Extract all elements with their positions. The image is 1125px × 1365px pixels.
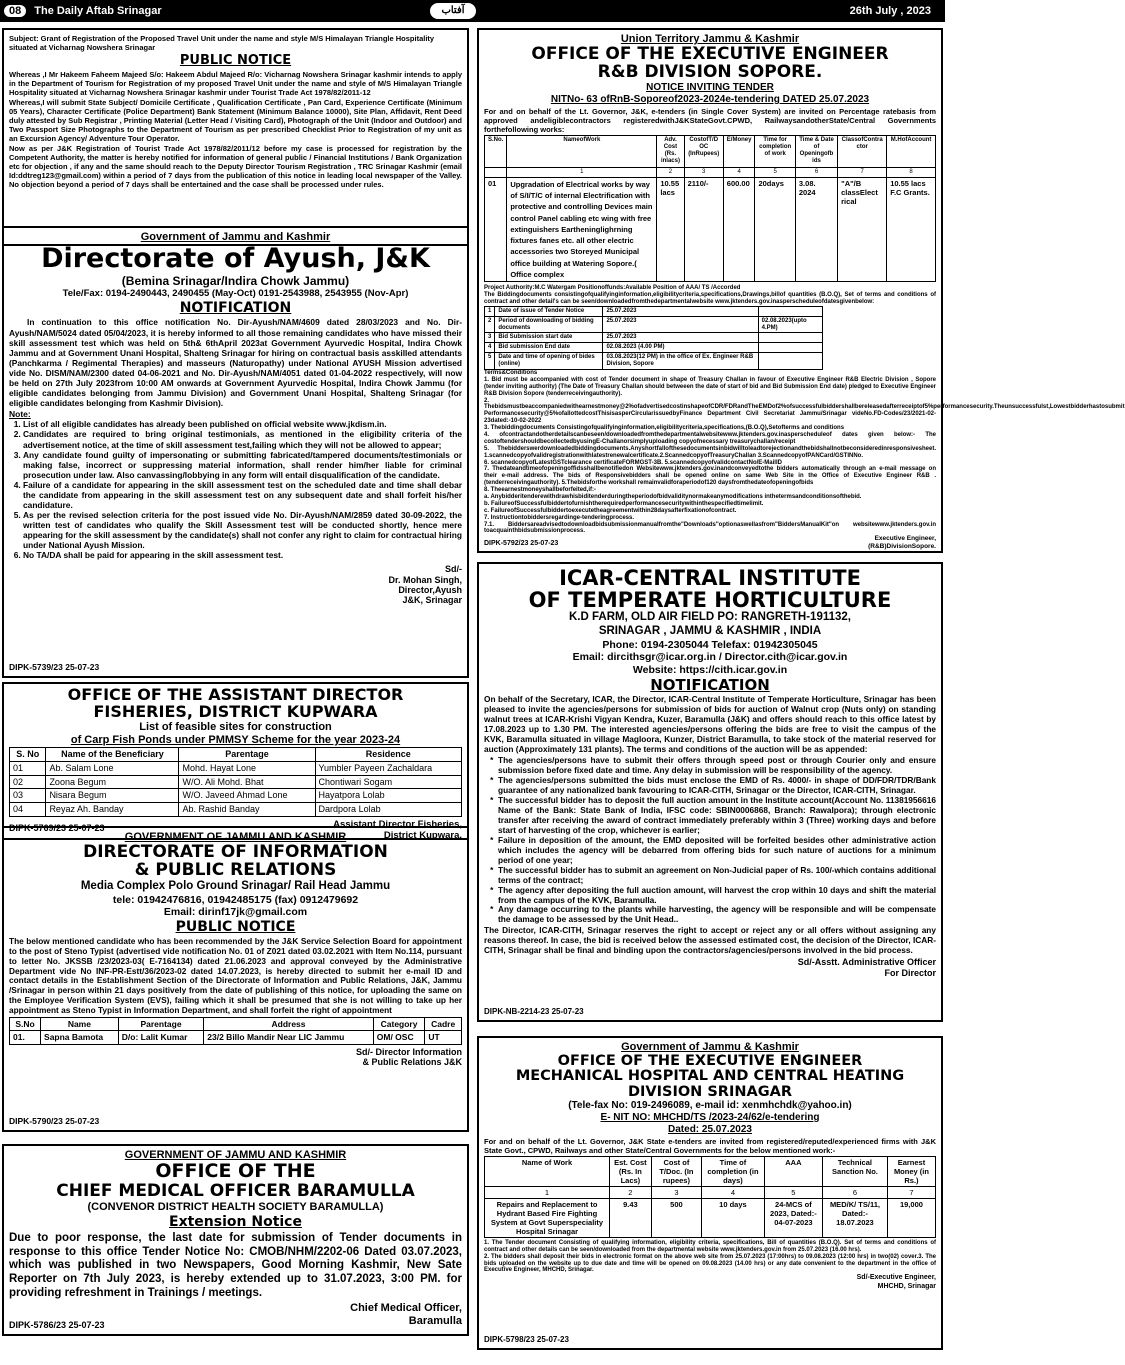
mhchd-tender bbox=[477, 1036, 943, 1350]
ayush-body: In continuation to this office notification No. Dir-Ayush/NAM/4609 dated 28/03/2023 and No. Dir-Ayush/NAM/5024 dated 05/04/2023, it is hereby informed to all those remaining candidates who have missed their skill assessment test which was held on 5th& 6thApril 2023at Government Ayurvedic Hospital, Indira Chowk Jammu and at Government Unani Hospital, Shalteng Srinagar for hiring on contractual basis asskilled attendants (Panchkarma / Regimental Therapies) and masseurs (Naturopathy) under National AYUSH Mission advertised vide No. DISM/NAM/2300 dated 04-06-2021 and No. Dir-Ayush/NAM/4051 dated 01-04-2022 respectively, will now be held on 27th July 2023from 10:00 AM onwards at Government Ayurvedic Hospital, Indira Chowk Jammu (for eligible candidates belonging from Jammu Division) and Government Unani Hospital, Shalteng Srinagar (for eligible candidates belonging from Kashmir Division). bbox=[9, 317, 462, 409]
fish-sub2: of Carp Fish Ponds under PMMSY Scheme for the year 2023-24 bbox=[70, 733, 401, 746]
icar-close: The Director, ICAR-CITH, Srinagar reserves the right to accept or reject any or all offers without assigning any reasons thereof. In case, the bid is received below the assessed estimated cost, the decision of the Director, ICAR-CITH, Srinagar shall be final and binding upon the contractors/agencies/persons involved in the bid process. bbox=[484, 925, 936, 956]
ayush-sub: (Bemina Srinagar/Indira Chowk Jammu) bbox=[121, 273, 350, 288]
travel-p3: Now as per J&K Registration of Tourist Trade Act 1978/82/2011/12 before my case is processed for registration by the Competent Authority, the matter is hereby notified for information of general public / Financial Institutions / Bank Organization etc for objection , if any and the same should reach to the Deputy Director Tourism Registration , TRC Srinagar Kashmir (email Id:ddtreg123@gmail.com) within a period of 7 days from the publication of this notice in leading local newspaper of the Valley. No objection beyond a period of 7 days shall be entertained and the case shall be processed under rules. bbox=[9, 143, 462, 189]
icar-terms bbox=[498, 756, 936, 925]
table-row: 2 Period of downloading of bidding documents 25.07.2023 02.08.2023(upto 4.PM) bbox=[485, 316, 823, 333]
icar-dipk: DIPK-NB-2214-23 25-07-23 bbox=[484, 1007, 584, 1017]
cmo-dipk: DIPK-5786/23 25-07-23 bbox=[9, 1320, 105, 1331]
fish-table: S. No Name of the Beneficiary Parentage Residence 01 Ab. Salam Lone Mohd. Hayat Lone Yumbler Payeen Zachaldara 02 Zoona Begum W/O. Ali Mohd. Bhat Chontiwari Sogam 03 Nisara Begum W/O. Javeed Ahmad Lone Hayatpora Lolab 04 Reyaz Ah. Banday Ab. Rashid Banday Dardpora Lolab bbox=[9, 747, 462, 817]
ayush-signature: Sd/- Dr. Mohan Singh, Director,Ayush J&K, Srinagar bbox=[388, 564, 462, 606]
table-row: 02 Zoona Begum W/O. Ali Mohd. Bhat Chontiwari Sogam bbox=[10, 775, 462, 789]
cmo-sub: (CONVENOR DISTRICT HEALTH SOCIETY BARAMULLA) bbox=[87, 1200, 384, 1213]
rb-terms: Terms&Conditions 1. Bid must be accompanied with cost of Tender document in shape of Treasury Challan in favour of Executive Engineer R&B Electric Division , Sopore (tender inviting authority) (The Date of Treasury Challan should betweeen the date of start of bid and Bid Submission End date) pledged to Executive Engineer R&B Division Sopore (tenderreceivingauthority). 2. Thebidsmustbeaccompaniedwithearnestmoney@2%ofadvertisedcostinshapeofCDR/FDRandTheEMDof2%ofsuccessfulbiddershallbereleasedafterreceiptof5%performancesecurity.Theunsuccessfulst,Lowestbidderhastosubmit Performancesecurity@5%ofallottedcostThisisasperCircularissuedbyFinance Department Civil Secretariat Jammu/Srinagar videNo.FD-Codes/23/2021-02-23dated:-10-02-2022 3. Thebiddingdocuments Consistingofqualifyinginformation,eligibilitycriteria,specifications,(B.O.Q),Setofterms and conditions 4. ofcontractandotherdetailscanbeseen/downloadedfromthedepartmentalwebsitewww.jktenders.gov.inasperscheduleof dates given below:- The costoftendershouldbecollectedbyusingE-Challanorsimplyuploading copyofnecessary treasurychallan/receipt 5. Thebidderswerdownloadedbiddingdocuments.Anyshortfallofthesedocumentsinbidwilltoleadtorejectionandthebidshallnotbeconsideredinresponsivesheet. 1.scannedcopyofvalidregistrationwithlatestrenewalcertificate.2.ScannedcopyofTreasuryChallan 3.ScannedcopyofPANCard/GSTINNo. 6. scannedcopyofLatestGSTclearance certificateFORMGST-3B. 5.scannedcopyofvalidcontactNo/E-MailID 7. Thedateandtimeofopeningoffidsshallbenotifiedon Websitewww.jktenders.gov.inandconveyedtothe bidders automatically through an e-mail message on their e-mail address. The bids of Responsivebidders shall be opened online on same Web Site in the Office of Executive Engineer R&B . (tenderreceivingauthority). 5.Thebidsforthe workshall remainvalidforaperiodof120 daysfromthedateofopeningofbids 8. Theearnestmoneyshallbeforfeited,if:- a. Anybidderitenderewithdrawhisbiditenderduringtheperiodofbidvaliditynormakeanymodifications inthetermsandconditionsofthebid. b. FailureofSuccessfulbiddertofurnishtherequiredperformancesecuritywithinthespecifiedtimelimit. c. FailureofSuccessfulbiddertoexecutetheagreementwithin28daysafterfixationofcontract. 7. Instructiontobiddersregardinge-tenderingprocess. 7.1. Biddersareadvisedtodownloadbidsubmissionmanualfromthe"Downloads"optionaswellasfrom"BiddersManualKit"on websitewww.jktenders.gov.in toacquainthbidsubmissionprocess. bbox=[484, 369, 1125, 535]
icar-email: Email: dircithsgr@icar.org.in / Director.cith@icar.gov.in bbox=[572, 651, 848, 664]
mhchd-title2: MECHANICAL HOSPITAL AND CENTRAL HEATING bbox=[515, 1068, 905, 1085]
issue-date: 26th July , 2023 bbox=[849, 5, 931, 17]
list-item: 5. As per the revised selection criteria for the post issued vide No. Dir-Ayush/NAM/2859 dated 30-09-2022, the written test of candidates who qualify the Skill Assessment test will be conducted shortly, hence mere appearing for the skill assessment by the candidate(s) shall not confer any right to claim for contractual hiring under National Ayush Mission. bbox=[23, 510, 462, 550]
ayush-notice bbox=[2, 226, 469, 678]
list-item: 2. Candidates are required to bring original testimonials, as mentioned in the eligibility criteria of the advertisement notice, at the time of skill assessment test,failing which they will not be allowed to appear; bbox=[23, 429, 462, 449]
fish-title1: OFFICE OF THE ASSISTANT DIRECTOR bbox=[67, 685, 404, 704]
rb-authority: Project Authority:M.C Watergam Positionoffunds:Available Position of AAA/ TS /Accorded bbox=[484, 285, 741, 292]
list-item: * The successful bidder has to submit an agreement on Non-Judicial paper of Rs. 100/-which contains additional terms of the contract; bbox=[498, 866, 936, 886]
dipr-gov: GOVERNMENT OF JAMMU AND KASHMIR bbox=[124, 831, 347, 843]
ayush-title: Directorate of Ayush, J&K bbox=[41, 243, 430, 275]
travel-notice bbox=[2, 28, 469, 246]
icar-signature: Sd/-Asstt. Administrative Officer For Director bbox=[797, 957, 936, 979]
list-item: 1. List of all eligible candidates has already been published on official website www.jkdism.in. bbox=[23, 419, 462, 429]
cmo-title1: OFFICE OF THE bbox=[155, 1160, 316, 1183]
ayush-dipk: DIPK-5739/23 25-07-23 bbox=[9, 661, 100, 672]
table-row: 4 Bid submission End date 02.08.2023 (4.00 PM) bbox=[485, 343, 823, 353]
dipr-title2: & PUBLIC RELATIONS bbox=[134, 860, 337, 881]
travel-subject: Subject: Grant of Registration of the Proposed Travel Unit under the name and style M/S Himalayan Triangle Hospitality situated at Vicharnag Nowshera Srinagar bbox=[9, 34, 435, 52]
icar-phone: Phone: 0194-2305044 Telefax: 01942305045 bbox=[602, 638, 818, 651]
cmo-notice bbox=[2, 1144, 469, 1336]
ayush-gov: Government of Jammu and Kashmir bbox=[140, 231, 331, 243]
dipr-public-notice: PUBLIC NOTICE bbox=[175, 918, 296, 935]
table-row: 03 Nisara Begum W/O. Javeed Ahmad Lone Hayatpora Lolab bbox=[10, 789, 462, 803]
ayush-notification: NOTIFICATION bbox=[179, 299, 292, 316]
rb-nit: NOTICE INVITING TENDER bbox=[646, 81, 774, 93]
icar-website: Website: https://cith.icar.gov.in bbox=[632, 663, 788, 676]
dipr-notice bbox=[2, 826, 469, 1132]
dipr-dipk: DIPK-5790/23 25-07-23 bbox=[9, 1115, 100, 1126]
paper-name: The Daily Aftab Srinagar bbox=[34, 5, 162, 17]
table-row: Repairs and Replacement to Hydrant Based Fire Fighting System at Govt Superspeciality Hospital Srinagar 9.43 500 10 days 24-MCS of 2023, Dated:- 04-07-2023 MED/K/ TS/11, Dated:- 18.07.2023 19,000 bbox=[485, 1198, 936, 1237]
table-row: 01 Upgradation of Electrical works by way of S/I/T/C of internal Electrification with protective and controlling Devices main control Panel cabling etc wing with free extinguishers Eartheninglighrning fixtures fanes etc. all other electric accessories two Storeyed Municipal office building at Watering Sopore.( Office complex 10.55 lacs 2110/- 600.00 20days 3.08. 2024 "A"/B classElect rical 10.55 lacs F.C Grants. bbox=[485, 177, 936, 281]
paper-logo: آفتاب bbox=[430, 3, 476, 19]
rb-dipk: DIPK-5792/23 25-07-23 bbox=[484, 539, 559, 547]
rb-note1: The Biddingdocuments consistingofqualifyinginformation,eligibilitycriteria,specifications,Drawings,billof quantities (B.O.Q), Set of terms and conditions of contract and other detail's can be seen/downloadedfromthedepartmentalwebsite www.jktenders.gov.inasperscheduleofdatesgivenbelow: bbox=[484, 291, 936, 305]
dipr-signature: Sd/- Director Information & Public Relations J&K bbox=[355, 1046, 462, 1068]
cmo-gov: GOVERNMENT OF JAMMU AND KASHMIR bbox=[124, 1149, 347, 1161]
cmo-title2: CHIEF MEDICAL OFFICER BARAMULLA bbox=[56, 1181, 415, 1202]
travel-p1: Whereas ,I Mr Hakeem Faheem Majeed S/o: Hakeem Abdul Majeed R/o: Vicharnag Nowshera Srinagar kashmir intends to apply in the Department of Tourism for Registration of my proposed Travel Unit under the name and style of M/S Himalayan Triangle Hospitality situated at Vicharnag Nowshera Srinagar kashmir under Tourist Trade Act 1978/82/2011-12 bbox=[9, 69, 462, 97]
table-row: 01. Sapna Bamota D/o: Lalit Kumar 23/2 Billo Mandir Near LIC Jammu OM/ OSC UT bbox=[10, 1031, 462, 1044]
icar-notification: NOTIFICATION bbox=[650, 676, 770, 695]
mhchd-dipk: DIPK-5798/23 25-07-23 bbox=[484, 1335, 569, 1345]
rb-tender bbox=[477, 28, 1125, 553]
list-item: * Any damage occurring to the plants while harvesting, the agency will be responsible and will be compensate the damage to be assessed by the Unit Head.. bbox=[498, 905, 936, 925]
icar-title2: OF TEMPERATE HORTICULTURE bbox=[528, 588, 892, 613]
icar-addr2: SRINAGAR , JAMMU & KASHMIR , INDIA bbox=[598, 624, 822, 637]
fish-sub1: List of feasible sites for construction bbox=[139, 720, 332, 733]
ayush-tel: Tele/Fax: 0194-2490443, 2490455 (May-Oct) 0191-2543988, 2543955 (Nov-Apr) bbox=[62, 288, 409, 300]
rb-title2: R&B DIVISION SOPORE. bbox=[597, 62, 823, 83]
mhchd-table: Name of Work Est. Cost (Rs. In Lacs) Cost of T/Doc. (In rupees) Time of completion (in days) AAA Technical Sanction No. Earnest Money (in Rs.) 1 2 3 4 5 6 7 Repairs and Replacement to Hydrant Based Fire Fighting System at Govt Superspeciality Hospital Srinagar 9.43 500 10 days 24-MCS of 2023, Dated:- 04-07-2023 MED/K/ TS/11, Dated:- 18.07.2023 19,000 bbox=[484, 1156, 936, 1238]
list-item: * The agencies/persons submitted the bids must enclose the EMD of Rs. 4000/- in shape of DD/FDR/TDR/Bank guarantee of any nationalized bank favouring to ICAR-CITH, Srinagar or the Director, ICAR-CITH, Srinagar. bbox=[498, 776, 936, 796]
mhchd-notes: 1. The Tender document Consisting of qualifying information, eligibility criteria, specifications, Bill of quantities (B.O.Q). Set of terms and conditions of contract and other details can be seen/downloaded from the departmental website www.jktenders.gov.in from 25.07.2023 (16.00 hrs). 2. The bidders shall deposit their bids in electronic format on the above web site from 25.07.2023 (17:00hrs) to 09.08.2023 (12:00 hrs) in two(02) cover.3. The bids uploaded on the website up to due date and time will be opened on 09.08.2023 (14.00 hrs) or any date convenient to the department in the office of Executive Engineer, MHCHD, Srinagar. bbox=[484, 1239, 936, 1274]
table-row: 5 Date and time of opening of bides (online) 03.08.2023(12 PM) in the office of Ex. Engineer R&B Division, Sopore bbox=[485, 353, 823, 370]
dipr-email: Email: dirinf17jk@gmail.com bbox=[163, 906, 308, 919]
list-item: * Failure in deposition of the amount, the EMD deposited will be forfeited besides other administrative action which includes the agency will be debarred from offering bids for such nature of auctions for a minimum period of one year; bbox=[498, 836, 936, 866]
dipr-table: S.No Name Parentage Address Category Cadre 01. Sapna Bamota D/o: Lalit Kumar 23/2 Billo Mandir Near LIC Jammu OM/ OSC UT bbox=[9, 1017, 462, 1044]
list-item: * The successful bidder has to deposit the full auction amount in the Institute account(Account No. 11381956616 Name of the Bank: State Bank of India, IFSC code: SBIN0006868, Branch: Rawalpora); through electronic transfer after receiving the award of contract immediately preferably within 3 (Three) working days and before start of harvesting of the crop, whichever is earlier; bbox=[498, 796, 936, 836]
mhchd-gov: Government of Jammu & Kashmir bbox=[621, 1041, 799, 1053]
dipr-title1: DIRECTORATE OF INFORMATION bbox=[83, 842, 388, 863]
icar-title1: ICAR-CENTRAL INSTITUTE bbox=[559, 566, 861, 590]
mhchd-nit: E- NIT NO: MHCHD/TS /2023-24/62/e-tendering bbox=[600, 1111, 820, 1123]
ayush-note: Note: bbox=[9, 409, 31, 420]
table-row: 04 Reyaz Ah. Banday Ab. Rashid Banday Dardpora Lolab bbox=[10, 803, 462, 817]
dipr-address: Media Complex Polo Ground Srinagar/ Rail Head Jammu bbox=[80, 879, 391, 892]
icar-notice bbox=[477, 562, 943, 1022]
table-row: 1 Date of issue of Tender Notice 25.07.2023 bbox=[485, 306, 823, 316]
list-item: 4. Failure of a candidate for appearing in the skill assessment test on the scheduled date and time shall debar the candidate from appearing in the skill assessment test on any subsequent date and shall forfeit his/her candidature. bbox=[23, 480, 462, 510]
cmo-extension: Extension Notice bbox=[169, 1214, 302, 1230]
dipr-body: The below mentioned candidate who has been recommended by the J&K Service Selection Board for appointment to the post of Steno Typist (advertised vide notification No. 01 of Z021 dated 03.02.2021 with Item No.114, pursuant to letter No. JKSSB /23/2023-03( E-7164134) dated 21.06.2023 and approval conveyed by the Administrative Department vide No INF-PR-Estt/36/2023-02 dated 14.07.2023, is hereby directed to submit her e-mail ID and contact details in the Establishment Section of the Directorate of Information and Public Relations, J&K, Jammu /Srinagar in person within 21 days positively from the date of publishing of this notice, for uploading the same on the Employee Verification System (EVS), failing which it shall be presumed that she is not willing to take up her appointment as Steno Typist in Information Department, and shall forfeit the right of appointment bbox=[9, 935, 462, 1016]
table-row: 3 Bid Submission start date 25.07.2023 bbox=[485, 333, 823, 343]
rb-dates-table bbox=[484, 306, 823, 370]
ayush-list bbox=[23, 419, 462, 560]
fish-title2: FISHERIES, DISTRICT KUPWARA bbox=[93, 701, 378, 721]
mhchd-intro: For and on behalf of the Lt. Governor, J&K State e-tenders are invited from registered/reputed/experienced firms with J&K State Govt., CPWD, Railways and other State/Central Governments for the below mentioned work:- bbox=[484, 1136, 936, 1155]
rb-signature: Executive Engineer, (R&B)DivisionSopore. bbox=[868, 535, 936, 551]
list-item: 6. No TA/DA shall be paid for appearing in the skill assessment test. bbox=[23, 550, 462, 560]
rb-intro: For and on behalf of the Lt. Governor, J&K, e-tenders (in Single Cover System) are invited on Percentage ratebasis from approved andeligiblecontractors registeredwithJ&KStateGovt.CPWD, RailwaysandotherState/Central Governments forthefollowing works: bbox=[484, 106, 936, 134]
fish-signature: Assistant Director Fisheries, District Kupwara. bbox=[333, 818, 462, 842]
mhchd-title1: OFFICE OF THE EXECUTIVE ENGINEER bbox=[557, 1053, 863, 1070]
mhchd-tel: (Tele-fax No: 019-2496089, e-mail id: xenmhchdk@yahoo.in) bbox=[568, 1099, 852, 1111]
travel-p2: Whereas,I will submit State Subject/ Domicile Certificate , Qualification Certificate , Pan Card, Experience Certificate (Minimum 05 Years), Character Certificate (Police Department) Bank Statement (Minimum Balance 10000), Site Plan, Affidavit, Rent Deed duly attested by Sub Registrar , Printing Material (Letter Head / Visiting Card), Photograph of the Unit (Indoor and Outdoor) and Two Passport Size Photographs to the Department of Tourism as per prescribed Checklist Prior to Registration of my unit as an Excursion Agency/ Adventure Tour Operator. bbox=[9, 97, 462, 143]
rb-table: S.No. NameofWork Adv. Cost (Rs. inlacs) CostofT/D OC (InRupees) E/Money Time for completion of work Time & Date of Openingofb ids ClassofContra ctor M.HofAccount 1 2 3 4 5 6 7 8 01 Upgradation of Electrical works by way of S/I/T/C of internal Electrification with protective and controlling Devices main control Panel cabling etc wing with free extinguishers Eartheninglighrning fixtures fanes etc. all other electric accessories two Storeyed Municipal office building at Watering Sopore.( Office complex 10.55 lacs 2110/- 600.00 20days 3.08. 2024 "A"/B classElect rical 10.55 lacs F.C Grants. bbox=[484, 135, 936, 282]
cmo-signature: Chief Medical Officer, Baramulla bbox=[350, 1301, 462, 1327]
fisheries-notice bbox=[2, 682, 469, 840]
fish-dipk: DIPK-5769/23 25-07-23 bbox=[9, 823, 105, 834]
newspaper-header bbox=[0, 0, 945, 22]
rb-ut: Union Territory Jammu & Kashmir bbox=[620, 33, 800, 45]
mhchd-title3: DIVISION SRINAGAR bbox=[627, 1083, 793, 1100]
list-item: * The agencies/persons have to submit their offers through speed post or through Courier only and ensure submission before fixed date and time. Any delay in submission will be responsibility of the agency. bbox=[498, 756, 936, 776]
dipr-tel: tele: 01942476816, 01942485175 (fax) 0912479692 bbox=[112, 893, 359, 906]
icar-addr1: K.D FARM, OLD AIR FIELD PO: RANGRETH-191132, bbox=[569, 611, 851, 624]
mhchd-signature: Sd/-Executive Engineer, MHCHD, Srinagar bbox=[856, 1274, 936, 1290]
list-item: * The agency after depositing the full auction amount, will harvest the crop within 10 days and shift the material from the campus of the KVK, Baramulla. bbox=[498, 886, 936, 906]
travel-title: PUBLIC NOTICE bbox=[179, 53, 292, 68]
rb-title1: OFFICE OF THE EXECUTIVE ENGINEER bbox=[531, 44, 889, 65]
table-row: 01 Ab. Salam Lone Mohd. Hayat Lone Yumbler Payeen Zachaldara bbox=[10, 761, 462, 775]
rb-nit-no: NITNo- 63 ofRnB-Soporeof2023-2024e-tendering DATED 25.07.2023 bbox=[550, 93, 870, 105]
page-number: 08 bbox=[4, 5, 26, 17]
cmo-body: Due to poor response, the last date for submission of Tender documents in response to this office Tender Notice No: CMOB/NHM/2202-06 Dated 03.07.2023, which was published in two Newspapers, Good Morning Kashmir, New Sate Reporter on 7th July 2023, is hereby extended up to 31.07.2023, 3:00 PM. for providing refreshment in Trainings / meetings. bbox=[9, 1231, 462, 1299]
mhchd-dated: Dated: 25.07.2023 bbox=[668, 1123, 752, 1135]
list-item: 3. Any candidate found guilty of impersonating or submitting fabricated/tampered documents/testimonials or making false, incorrect or suppressing material information, shall render him/her liable for criminal prosecution under law. Also canvassing/lobbying in any form will entail disqualification of the candidate. bbox=[23, 450, 462, 480]
icar-body: On behalf of the Secretary, ICAR, the Director, ICAR-Central Institute of Temperate Horticulture, Srinagar has been pleased to invite the agencies/persons for submission of bids for auction of Walnut crop (Nuts only) on standing walnut trees at ICAR-Krishi Vigyan Kendra, Kuzer, Baramulla (J&K) and offers should reach to this office latest by 17.08.2023 up to 1.30 PM. The interested agencies/persons offering the bids are free to visit the campus of the KVK, Baramulla situated in village Magloora, Kunzer, District Baramulla, to take stock of the material reserved for auction (Approximately 131 plants). The terms and conditions of the auction will be as appended: bbox=[484, 694, 936, 755]
